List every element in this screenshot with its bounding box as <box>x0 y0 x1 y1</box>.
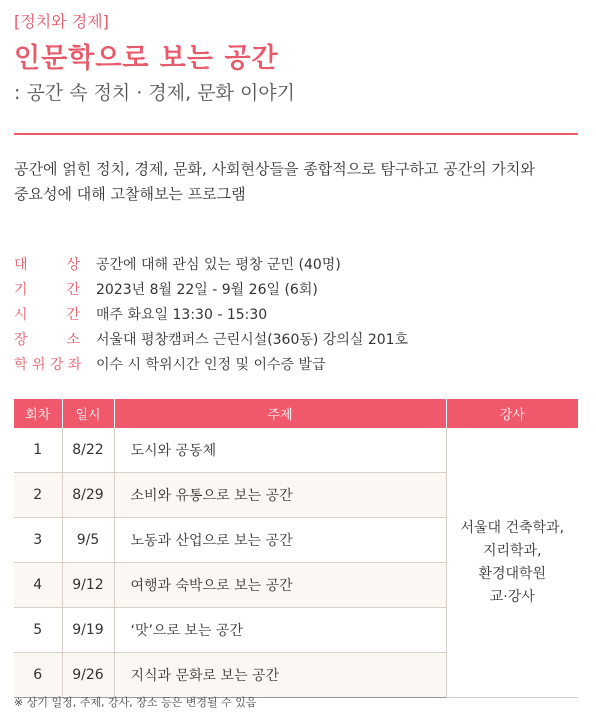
lecturer-line: 서울대 건축학과, <box>460 519 565 536</box>
info-value: 이수 시 학위시간 인정 및 이수증 발급 <box>96 357 326 373</box>
cell-lecturer <box>446 428 578 698</box>
cell-topic: 도시와 공동체 <box>114 428 446 473</box>
description-line: 공간에 얽힌 정치, 경제, 문화, 사회현상들을 종합적으로 탐구하고 공간의 가치와 <box>14 160 535 178</box>
cell-topic: 지식과 문화로 보는 공간 <box>114 653 446 698</box>
header-topic: 주제 <box>114 399 446 428</box>
table-header-row <box>14 399 578 428</box>
header-lecturer: 강사 <box>446 399 578 428</box>
info-label: 대 상 <box>14 257 80 273</box>
info-label: 기 간 <box>14 282 80 298</box>
cell-date: 8/22 <box>62 428 114 473</box>
info-label: 시 간 <box>14 307 80 323</box>
lecturer-line: 지리학과, <box>482 542 542 559</box>
cell-round: 4 <box>14 563 62 608</box>
info-row-location <box>14 328 408 353</box>
info-row-time <box>14 303 408 328</box>
program-info <box>14 253 408 378</box>
title-divider <box>14 133 578 135</box>
info-label: 장 소 <box>14 332 80 348</box>
cell-date: 9/12 <box>62 563 114 608</box>
schedule-table <box>14 399 578 698</box>
info-value: 매주 화요일 13:30 - 15:30 <box>96 307 268 323</box>
info-row-target <box>14 253 408 278</box>
info-value: 2023년 8월 22일 - 9월 26일 (6회) <box>96 282 318 298</box>
lecturer-line: 교·강사 <box>489 588 535 605</box>
cell-date: 8/29 <box>62 473 114 518</box>
info-row-credit <box>14 353 408 378</box>
cell-round: 1 <box>14 428 62 473</box>
cell-topic: 노동과 산업으로 보는 공간 <box>114 518 446 563</box>
cell-date: 9/5 <box>62 518 114 563</box>
cell-topic: 여행과 숙박으로 보는 공간 <box>114 563 446 608</box>
table-row <box>14 428 578 473</box>
lecturer-line: 환경대학원 <box>478 565 547 582</box>
program-description <box>14 157 584 207</box>
header-date: 일시 <box>62 399 114 428</box>
page-title: 인문학으로 보는 공간 <box>14 43 279 74</box>
cell-topic: ‘맛’으로 보는 공간 <box>114 608 446 653</box>
header-round: 회차 <box>14 399 62 428</box>
info-row-period <box>14 278 408 303</box>
cell-round: 6 <box>14 653 62 698</box>
info-label: 학 위 강 좌 <box>14 357 82 373</box>
cell-round: 2 <box>14 473 62 518</box>
cell-date: 9/26 <box>62 653 114 698</box>
page-subtitle: : 공간 속 정치 · 경제, 문화 이야기 <box>14 82 296 104</box>
cell-date: 9/19 <box>62 608 114 653</box>
cell-round: 3 <box>14 518 62 563</box>
cell-topic: 소비와 유통으로 보는 공간 <box>114 473 446 518</box>
info-value: 서울대 평창캠퍼스 근린시설(360동) 강의실 201호 <box>96 332 409 348</box>
footnote: ※ 상기 일정, 주제, 강사, 장소 등은 변경될 수 있음 <box>14 696 257 709</box>
description-line: 중요성에 대해 고찰해보는 프로그램 <box>14 185 246 203</box>
info-value: 공간에 대해 관심 있는 평창 군민 (40명) <box>96 257 341 273</box>
cell-round: 5 <box>14 608 62 653</box>
category-label: [정치와 경제] <box>14 12 109 31</box>
